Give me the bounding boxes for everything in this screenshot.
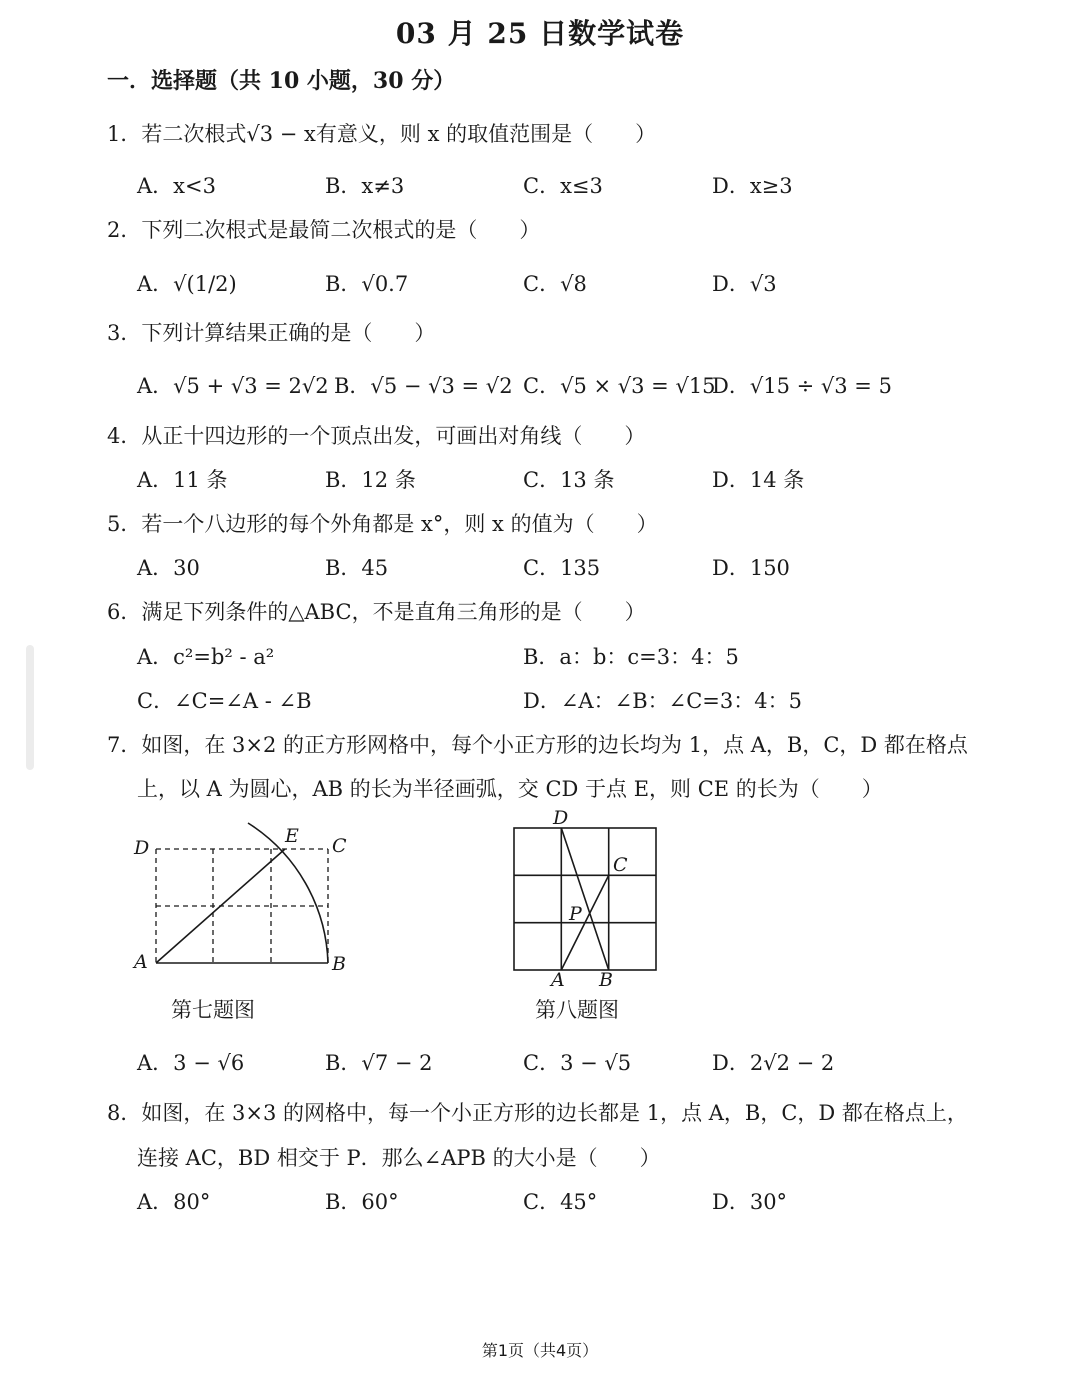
question-7-stem-line2: 上，以 A 为圆心，AB 的长为半径画弧，交 CD 于点 E，则 CE 的长为（ ） <box>137 777 883 801</box>
question-7-stem-line1: 7．如图，在 3×2 的正方形网格中，每个小正方形的边长均为 1，点 A，B，C，D 都在格点 <box>107 733 968 757</box>
q2-option-c[interactable]: C．√8 <box>523 272 587 296</box>
question-8-stem-line1: 8．如图，在 3×3 的网格中，每一个小正方形的边长都是 1，点 A，B，C，D 都在格点上， <box>107 1101 968 1125</box>
q3-option-d[interactable]: D．√15 ÷ √3 = 5 <box>712 374 892 398</box>
q4-option-c[interactable]: C．13 条 <box>523 468 615 492</box>
q4-option-a[interactable]: A．11 条 <box>137 468 228 492</box>
q1-option-c[interactable]: C．x≤3 <box>523 174 603 198</box>
label-p: P <box>569 903 582 925</box>
question-4-stem: 4．从正十四边形的一个顶点出发，可画出对角线（ ） <box>107 424 646 448</box>
q1-option-d[interactable]: D．x≥3 <box>712 174 793 198</box>
q2-option-a[interactable]: A．√(1/2) <box>137 272 237 296</box>
q3-option-c[interactable]: C．√5 × √3 = √15 <box>523 374 716 398</box>
question-8-stem-line2: 连接 AC，BD 相交于 P．那么∠APB 的大小是（ ） <box>137 1146 661 1170</box>
label-d: D <box>134 837 150 859</box>
q3-option-b[interactable]: B．√5 − √3 = √2 <box>334 374 513 398</box>
figure-7-diagram <box>128 818 358 978</box>
question-3-stem: 3．下列计算结果正确的是（ ） <box>107 321 436 345</box>
q7-option-a[interactable]: A．3 − √6 <box>137 1051 245 1075</box>
label-b: B <box>332 953 346 975</box>
label-b: B <box>599 969 613 986</box>
q5-option-b[interactable]: B．45 <box>325 556 389 580</box>
figure-8-caption: 第八题图 <box>535 998 619 1022</box>
section-heading: 一．选择题（共 10 小题，30 分） <box>107 68 456 94</box>
question-2-stem: 2．下列二次根式是最简二次根式的是（ ） <box>107 218 541 242</box>
q4-option-b[interactable]: B．12 条 <box>325 468 416 492</box>
q5-option-d[interactable]: D．150 <box>712 556 790 580</box>
label-a: A <box>134 951 148 973</box>
q5-option-c[interactable]: C．135 <box>523 556 601 580</box>
q7-option-c[interactable]: C．3 − √5 <box>523 1051 632 1075</box>
q3-option-a[interactable]: A．√5 + √3 = 2√2 <box>137 374 329 398</box>
label-a: A <box>551 969 565 986</box>
label-d: D <box>553 807 569 829</box>
label-c: C <box>613 854 628 876</box>
page-footer: 第1页（共4页） <box>481 1341 599 1360</box>
q7-option-d[interactable]: D．2√2 − 2 <box>712 1051 835 1075</box>
q2-option-b[interactable]: B．√0.7 <box>325 272 409 296</box>
q1-option-b[interactable]: B．x≠3 <box>325 174 405 198</box>
segment-bd <box>561 828 608 970</box>
label-e: E <box>285 825 299 847</box>
q2-option-d[interactable]: D．√3 <box>712 272 777 296</box>
question-1-stem: 1．若二次根式√3 − x有意义，则 x 的取值范围是（ ） <box>107 122 657 146</box>
q6-option-a[interactable]: A．c²=b² - a² <box>137 645 275 669</box>
q8-option-d[interactable]: D．30° <box>712 1190 788 1214</box>
page-title: 03 月 25 日数学试卷 <box>395 17 685 50</box>
q4-option-d[interactable]: D．14 条 <box>712 468 805 492</box>
q6-option-d[interactable]: D．∠A：∠B：∠C=3：4：5 <box>523 689 802 713</box>
q6-option-b[interactable]: B．a：b：c=3：4：5 <box>523 645 739 669</box>
q8-option-c[interactable]: C．45° <box>523 1190 598 1214</box>
figure-7-caption: 第七题图 <box>171 998 255 1022</box>
q1-option-a[interactable]: A．x<3 <box>137 174 216 198</box>
scroll-indicator <box>26 645 34 770</box>
q6-option-c[interactable]: C．∠C=∠A - ∠B <box>137 689 312 713</box>
q8-option-b[interactable]: B．60° <box>325 1190 399 1214</box>
question-5-stem: 5．若一个八边形的每个外角都是 x°，则 x 的值为（ ） <box>107 512 658 536</box>
q7-option-b[interactable]: B．√7 − 2 <box>325 1051 433 1075</box>
q8-option-a[interactable]: A．80° <box>137 1190 211 1214</box>
figure-8-diagram <box>505 806 670 986</box>
label-c: C <box>332 835 347 857</box>
q5-option-a[interactable]: A．30 <box>137 556 200 580</box>
question-6-stem: 6．满足下列条件的△ABC，不是直角三角形的是（ ） <box>107 600 646 624</box>
